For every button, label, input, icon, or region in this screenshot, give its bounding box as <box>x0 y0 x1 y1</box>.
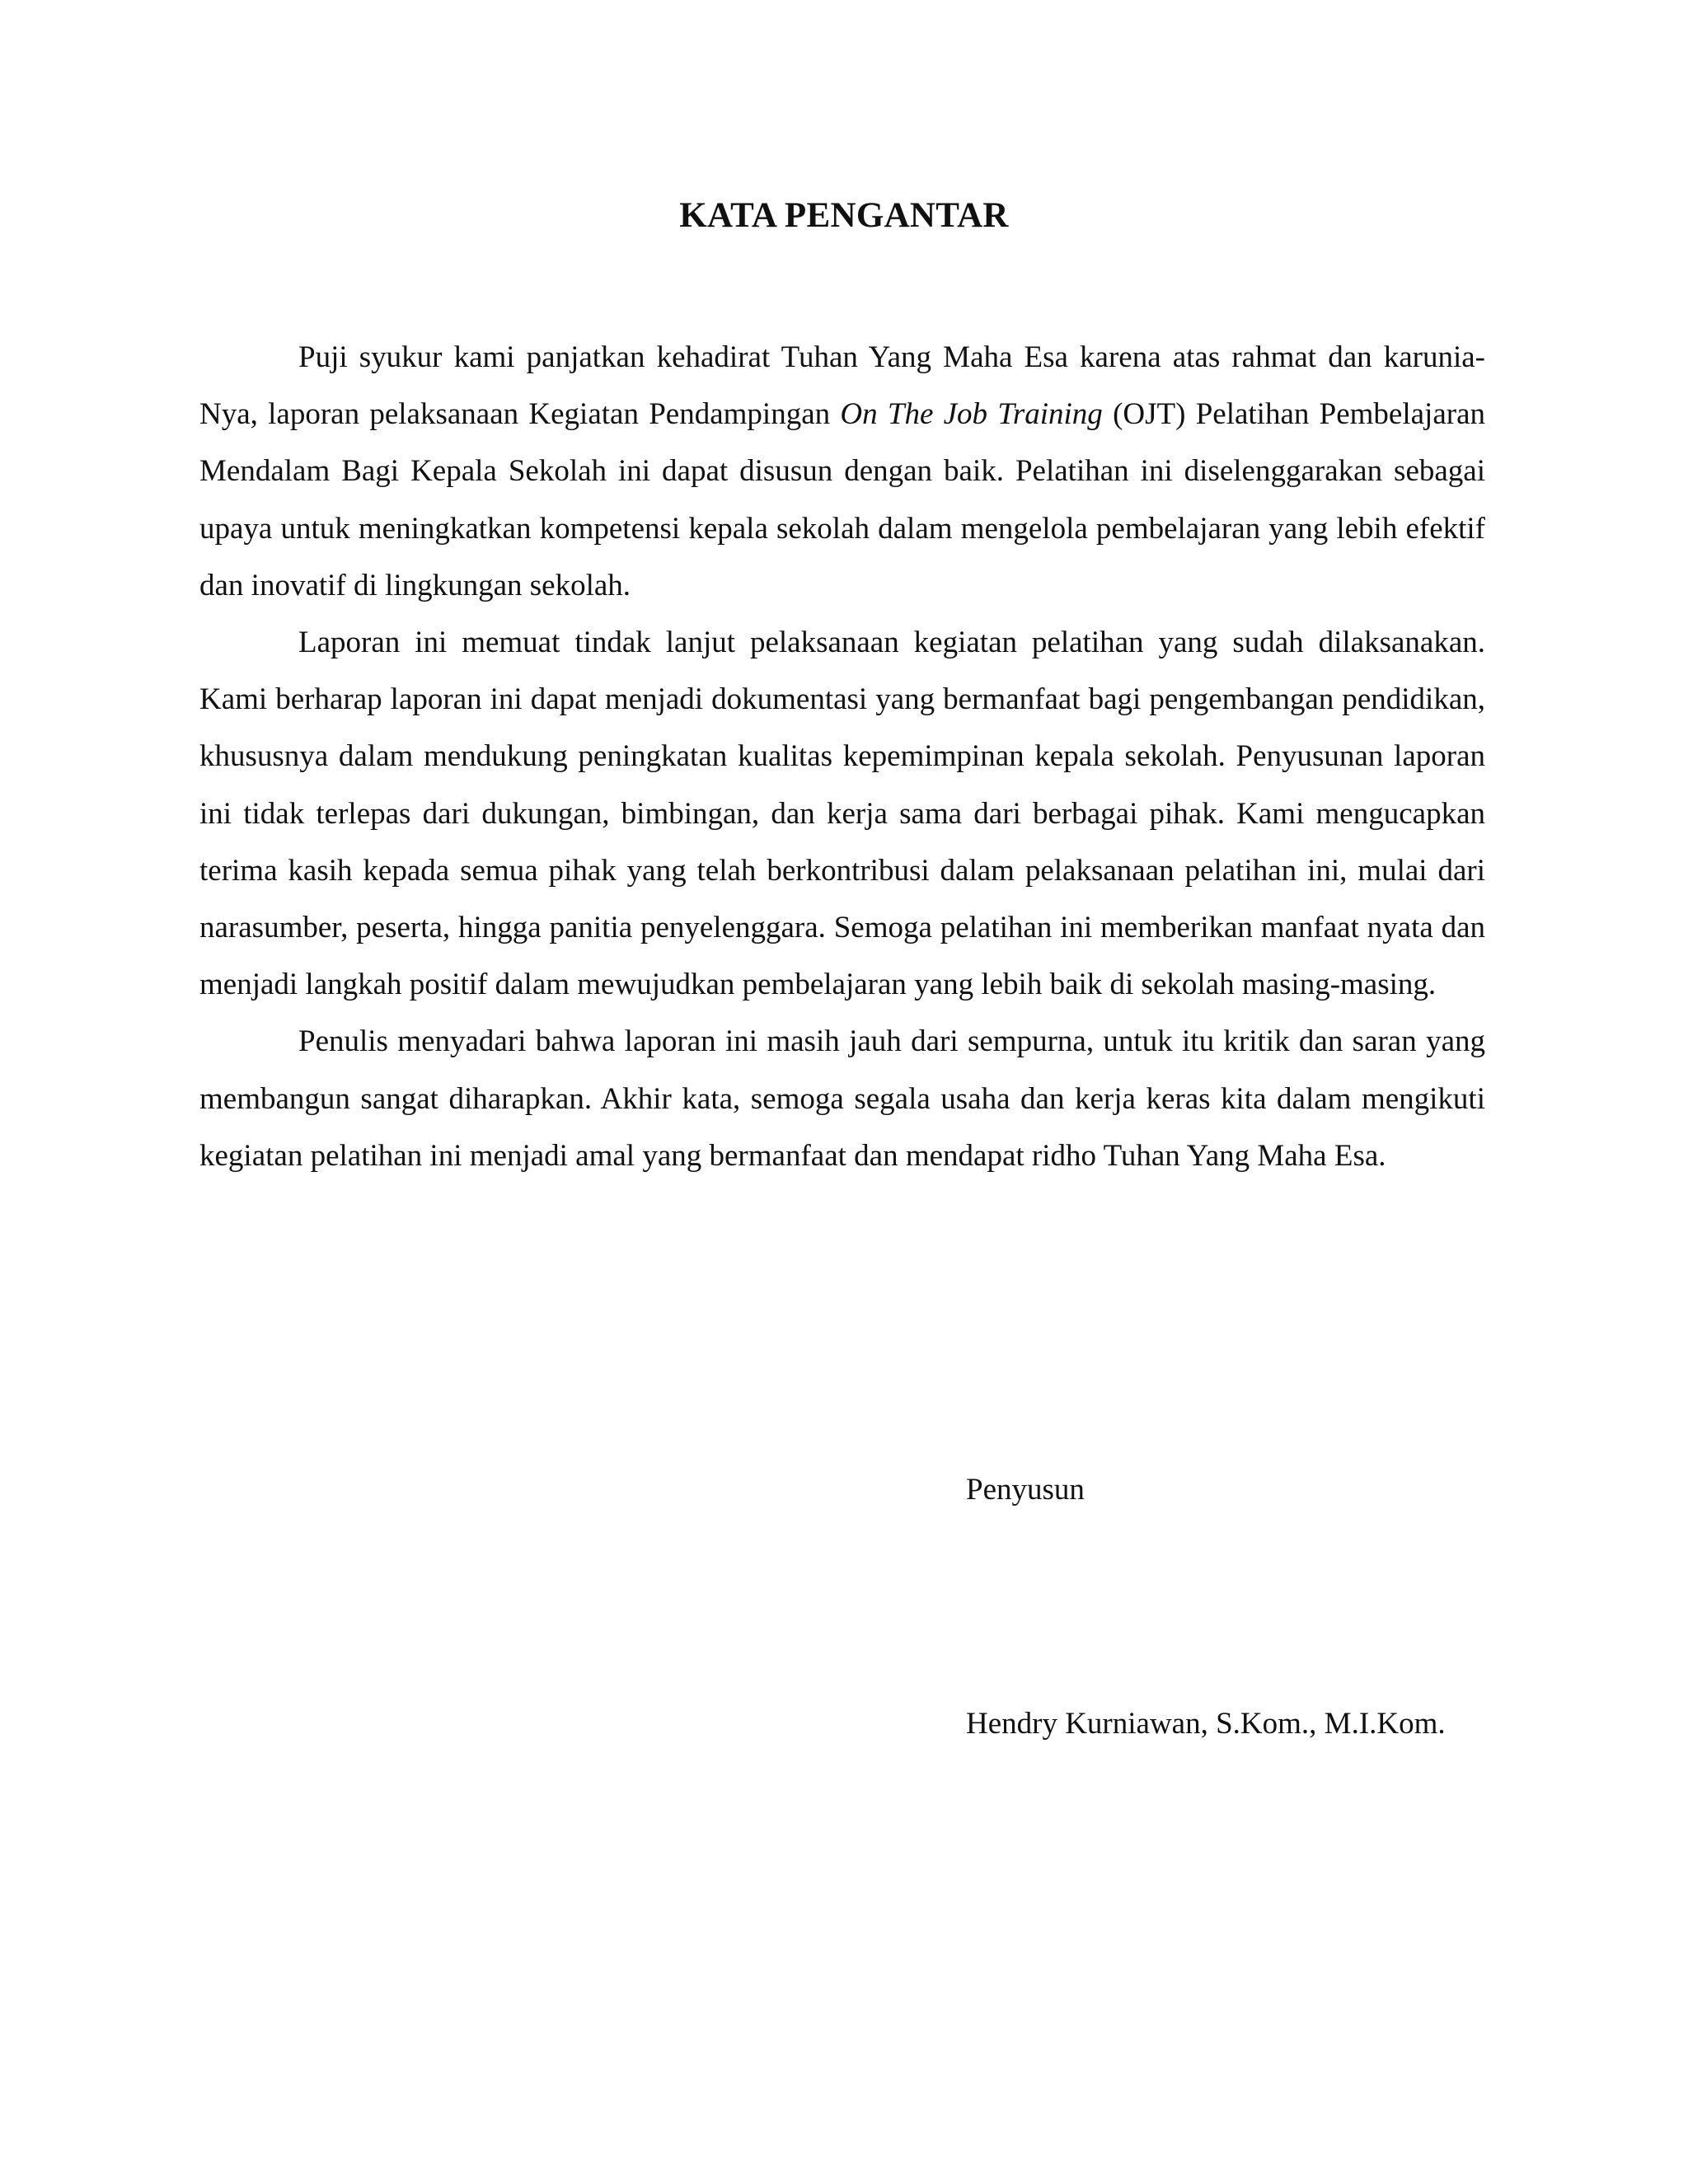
paragraph-intro-italic-term: On The Job Training <box>840 397 1103 432</box>
paragraph-intro <box>199 329 1485 614</box>
document-body <box>199 329 1485 1184</box>
paragraph-intro-text-start: Puji syukur kami panjatkan kehadirat Tuhan Yang Maha Esa karena atas rahmat dan karunia-Nya, laporan pelaksanaan Kegiatan Pendampingan <box>199 340 1485 432</box>
closing-label: Penyusun <box>966 1473 1085 1507</box>
page-title: KATA PENGANTAR <box>679 196 1009 235</box>
signatory-name: Hendry Kurniawan, S.Kom., M.I.Kom. <box>966 1707 1446 1741</box>
paragraph-intro-text-end: (OJT) Pelatihan Pembelajaran Mendalam Bagi Kepala Sekolah ini dapat disusun dengan baik. Pelatihan ini diselenggarakan sebagai upaya untuk meningkatkan kompetensi kepala sekolah dalam mengelola pembelajaran yang lebih efektif dan inovatif di lingkungan sekolah. <box>199 397 1485 602</box>
paragraph-closing-remarks: Penulis menyadari bahwa laporan ini masih jauh dari sempurna, untuk itu kritik dan saran yang membangun sangat diharapkan. Akhir kata, semoga segala usaha dan kerja keras kita dalam mengikuti kegiatan pelatihan ini menjadi amal yang bermanfaat dan mendapat ridho Tuhan Yang Maha Esa. <box>199 1024 1485 1173</box>
paragraph-report-content: Laporan ini memuat tindak lanjut pelaksanaan kegiatan pelatihan yang sudah dilaksanakan. Kami berharap laporan ini dapat menjadi dokumentasi yang bermanfaat bagi pengembangan pendidikan, khususnya dalam mendukung peningkatan kualitas kepemimpinan kepala sekolah. Penyusunan laporan ini tidak terlepas dari dukungan, bimbingan, dan kerja sama dari berbagai pihak. Kami mengucapkan terima kasih kepada semua pihak yang telah berkontribusi dalam pelaksanaan pelatihan ini, mulai dari narasumber, peserta, hingga panitia penyelenggara. Semoga pelatihan ini memberikan manfaat nyata dan menjadi langkah positif dalam mewujudkan pembelajaran yang lebih baik di sekolah masing-masing. <box>199 626 1485 1002</box>
